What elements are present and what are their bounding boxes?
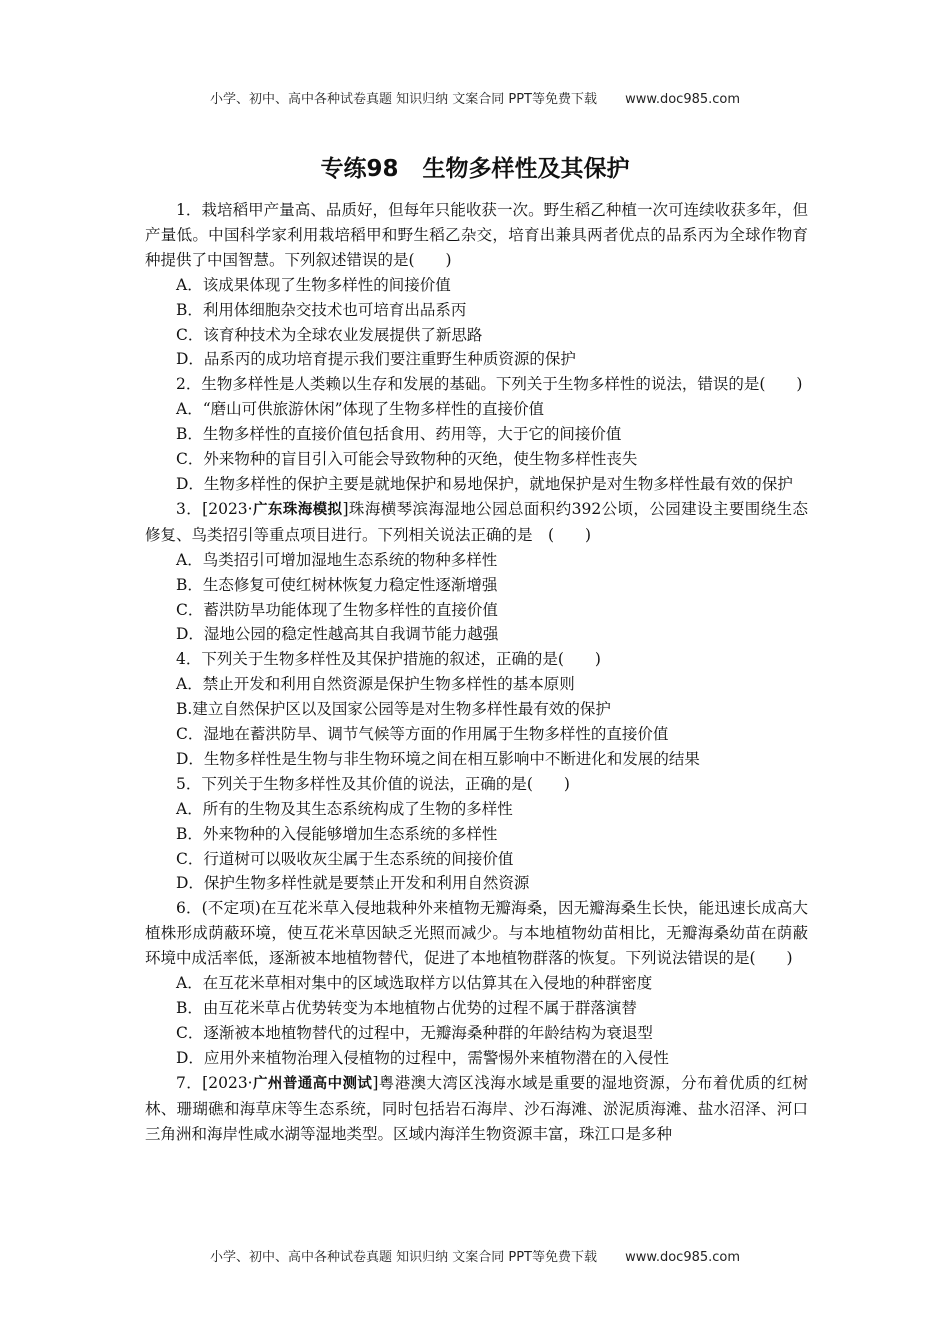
option-a: A．在互花米草相对集中的区域选取样方以估算其在入侵地的种群密度 bbox=[176, 974, 653, 993]
option-d: D．湿地公园的稳定性越高其自我调节能力越强 bbox=[176, 625, 499, 644]
title-main: 生物多样性及其保护 bbox=[422, 156, 630, 182]
footer-site-link[interactable]: www.doc985.com bbox=[625, 1250, 741, 1265]
option-d: D．生物多样性的保护主要是就地保护和易地保护，就地保护是对生物多样性最有效的保护 bbox=[176, 474, 793, 493]
question-1 bbox=[145, 198, 808, 372]
question-stem: 1．栽培稻甲产量高、品质好，但每年只能收获一次。野生稻乙种植一次可连续收获多年，但产量低。中国科学家利用栽培稻甲和野生稻乙杂交，培育出兼具两者优点的品系丙为全球作物育种提供了中国智慧。下列叙述错误的是( ) bbox=[145, 201, 808, 269]
option-b: B．生态修复可使红树林恢复力稳定性逐渐增强 bbox=[176, 575, 498, 594]
option-c: C．外来物种的盲目引入可能会导致物种的灭绝，使生物多样性丧失 bbox=[176, 450, 638, 469]
option-d: D．应用外来植物治理入侵植物的过程中，需警惕外来植物潜在的入侵性 bbox=[176, 1048, 669, 1067]
option-d: D．生物多样性是生物与非生物环境之间在相互影响中不断进化和发展的结果 bbox=[176, 749, 700, 768]
page-title bbox=[0, 150, 950, 183]
question-text: ]珠海横琴滨海湿地公园总面积约392公顷，公园建设主要围绕生态修复、鸟类招引等重点项目进行。下列相关说法正确的是 ( ) bbox=[145, 499, 809, 544]
option-c: C．逐渐被本地植物替代的过程中，无瓣海桑种群的年龄结构为衰退型 bbox=[176, 1023, 653, 1042]
title-prefix: 专练98 bbox=[320, 156, 399, 182]
question-5 bbox=[145, 772, 808, 897]
option-d: D．品系丙的成功培育提示我们要注重野生种质资源的保护 bbox=[176, 350, 576, 369]
question-list bbox=[145, 198, 808, 1146]
header-text: 小学、初中、高中各种试卷真题 知识归纳 文案合同 PPT等免费下载 bbox=[209, 92, 597, 107]
question-source: 广东珠海模拟 bbox=[252, 501, 343, 518]
option-c: C．行道树可以吸收灰尘属于生态系统的间接价值 bbox=[176, 849, 514, 868]
option-a: A．该成果体现了生物多样性的间接价值 bbox=[176, 275, 451, 294]
option-a: A．“磨山可供旅游休闲”体现了生物多样性的直接价值 bbox=[176, 400, 545, 419]
question-stem bbox=[145, 1071, 808, 1147]
option-a: A．所有的生物及其生态系统构成了生物的多样性 bbox=[176, 799, 513, 818]
option-b: B．由互花米草占优势转变为本地植物占优势的过程不属于群落演替 bbox=[176, 999, 637, 1017]
question-stem bbox=[145, 497, 808, 548]
question-stem: 2．生物多样性是人类赖以生存和发展的基础。下列关于生物多样性的说法，错误的是( ) bbox=[176, 375, 803, 394]
option-c: C．该育种技术为全球农业发展提供了新思路 bbox=[176, 325, 483, 344]
question-stem: 4．下列关于生物多样性及其保护措施的叙述，正确的是( ) bbox=[176, 650, 601, 669]
question-4 bbox=[145, 647, 808, 772]
option-c: C．湿地在蓄洪防旱、调节气候等方面的作用属于生物多样性的直接价值 bbox=[176, 725, 669, 744]
question-6 bbox=[145, 896, 808, 1070]
question-7 bbox=[145, 1071, 808, 1147]
page-footer bbox=[0, 1246, 950, 1265]
option-d: D．保护生物多样性就是要禁止开发和利用自然资源 bbox=[176, 874, 530, 893]
question-3 bbox=[145, 497, 808, 647]
page-header bbox=[0, 88, 950, 107]
header-site-link[interactable]: www.doc985.com bbox=[625, 92, 741, 107]
footer-text: 小学、初中、高中各种试卷真题 知识归纳 文案合同 PPT等免费下载 bbox=[209, 1250, 597, 1265]
question-source: 广州普通高中测试 bbox=[252, 1075, 373, 1092]
question-number: 3．[2023· bbox=[176, 499, 253, 518]
option-c: C．蓄洪防旱功能体现了生物多样性的直接价值 bbox=[176, 600, 498, 619]
option-b: B．外来物种的入侵能够增加生态系统的多样性 bbox=[176, 824, 498, 843]
option-b: B．生物多样性的直接价值包括食用、药用等，大于它的间接价值 bbox=[176, 425, 622, 444]
question-number: 7．[2023· bbox=[176, 1073, 253, 1092]
option-b: B.建立自然保护区以及国家公园等是对生物多样性最有效的保护 bbox=[176, 700, 611, 719]
question-stem: 6．(不定项)在互花米草入侵地栽种外来植物无瓣海桑，因无瓣海桑生长快，能迅速长成高大植株形成荫蔽环境，使互花米草因缺乏光照而减少。与本地植物幼苗相比，无瓣海桑幼苗在荫蔽环境中成活率低，逐渐被本地植物替代，促进了本地植物群落的恢复。下列说法错误的是( ) bbox=[145, 899, 808, 968]
question-2 bbox=[145, 372, 808, 497]
option-b: B．利用体细胞杂交技术也可培育出品系丙 bbox=[176, 300, 467, 319]
question-stem: 5．下列关于生物多样性及其价值的说法，正确的是( ) bbox=[176, 774, 570, 793]
option-a: A．鸟类招引可增加湿地生态系统的物种多样性 bbox=[176, 550, 498, 569]
question-text: ]粤港澳大湾区浅海水域是重要的湿地资源，分布着优质的红树林、珊瑚礁和海草床等生态系统，同时包括岩石海岸、沙石海滩、淤泥质海滩、盐水沼泽、河口三角洲和海岸性咸水湖等湿地类型。区域内海洋生物资源丰富，珠江口是多种 bbox=[145, 1073, 808, 1143]
option-a: A．禁止开发和利用自然资源是保护生物多样性的基本原则 bbox=[176, 675, 575, 694]
